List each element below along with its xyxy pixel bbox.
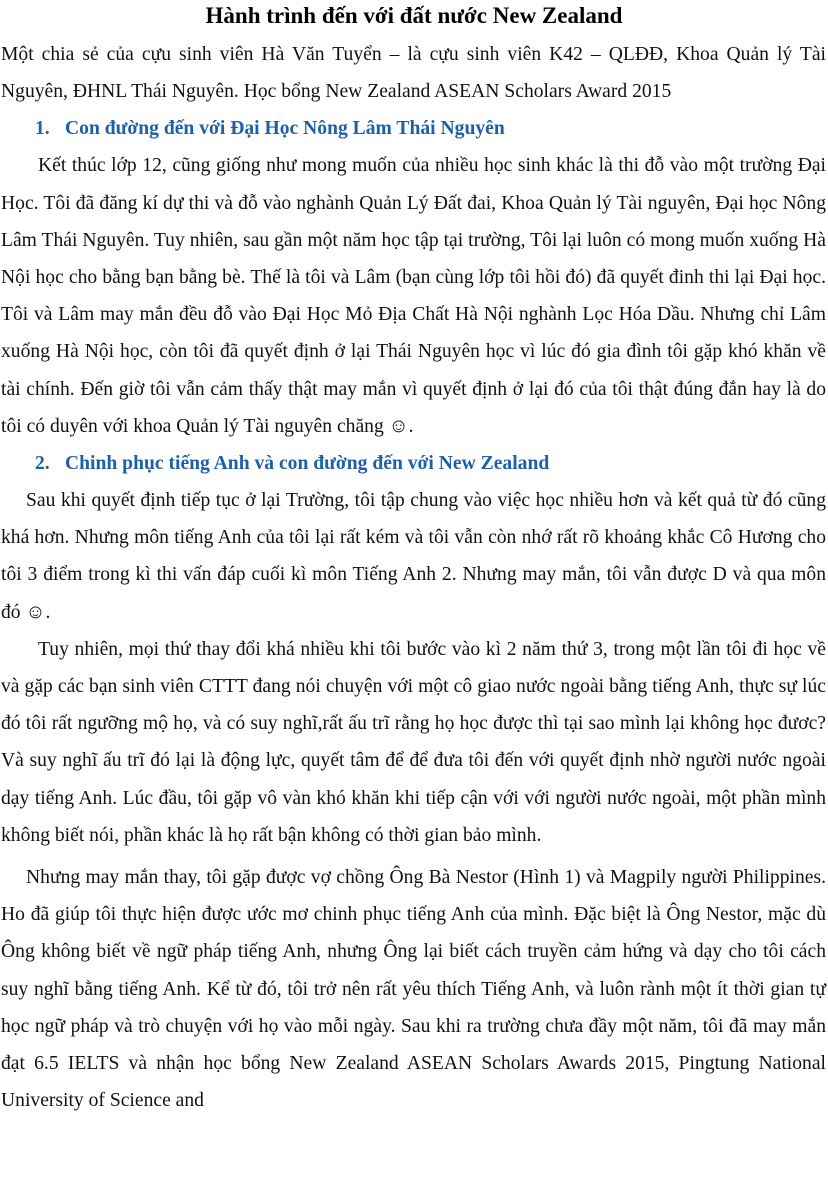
section-2-paragraph-1: Sau khi quyết định tiếp tục ở lại Trường, tôi tập chung vào việc học nhiều hơn và kết quả từ đó cũng khá hơn. Nhưng môn tiếng Anh của tôi lại rất kém và tôi vẫn còn nhớ rất rõ khoảng khắc Cô Hương cho tôi 3 điểm trong kì thi vấn đáp cuối kì môn Tiếng Anh 2. Nhưng may mắn, tôi vẫn được D và qua môn đó ☺. [1,490,826,623]
section-1-title: Con đường đến với Đại Học Nông Lâm Thái Nguyên [65,118,505,140]
section-1-heading [0,110,828,147]
section-2-heading [0,445,828,482]
section-2-number: 2. [35,453,50,475]
document-title: Hành trình đến với đất nước New Zealand [205,3,623,28]
section-1-number: 1. [35,118,50,140]
section-2-title: Chinh phục tiếng Anh và con đường đến với New Zealand [65,453,550,475]
section-1-paragraph-1: Kết thúc lớp 12, cũng giống như mong muốn của nhiều học sinh khác là thi đỗ vào một trường Đại Học. Tôi đã đăng kí dự thi và đỗ vào nghành Quản Lý Đất đai, Khoa Quản lý Tài nguyên, Đại học Nông Lâm Thái Nguyên. Tuy nhiên, sau gần một năm học tập tại trường, Tôi lại luôn có mong muốn xuống Hà Nội học cho bằng bạn bằng bè. Thế là tôi và Lâm (bạn cùng lớp tôi hồi đó) đã quyết đinh thi lại Đại học. Tôi và Lâm may mắn đều đỗ vào Đại Học Mỏ Địa Chất Hà Nội nghành Lọc Hóa Dầu. Nhưng chỉ Lâm xuống Hà Nội học, còn tôi đã quyết định ở lại Thái Nguyên học vì lúc đó gia đình tôi gặp khó khăn về tài chính. Đến giờ tôi vẫn cảm thấy thật may mắn vì quyết định ở lại đó của tôi thật đúng đắn hay là do tôi có duyên với khoa Quản lý Tài nguyên chăng ☺. [1,155,826,437]
intro-paragraph: Một chia sẻ của cựu sinh viên Hà Văn Tuyển – là cựu sinh viên K42 – QLĐĐ, Khoa Quản lý Tài Nguyên, ĐHNL Thái Nguyên. Học bổng New Zealand ASEAN Scholars Award 2015 [1,44,826,103]
section-2-paragraph-3: Nhưng may mắn thay, tôi gặp được vợ chồng Ông Bà Nestor (Hình 1) và Magpily người Philippines. Ho đã giúp tôi thực hiện được ước mơ chinh phục tiếng Anh của mình. Đặc biệt là Ông Nestor, mặc dù Ông không biết về ngữ pháp tiếng Anh, nhưng Ông lại biết cách truyền cảm hứng và dạy cho tôi cách suy nghĩ bằng tiếng Anh. Kể từ đó, tôi trở nên rất yêu thích Tiếng Anh, và luôn rành một ít thời gian tự học ngữ pháp và trò chuyện với họ vào mỗi ngày. Sau khi ra trường chưa đầy một năm, tôi đã may mắn đạt 6.5 IELTS và nhận học bổng New Zealand ASEAN Scholars Awards 2015, Pingtung National University of Science and [1,867,826,1112]
section-2-paragraph-2: Tuy nhiên, mọi thứ thay đổi khá nhiều khi tôi bước vào kì 2 năm thứ 3, trong một lần tôi đi học về và gặp các bạn sinh viên CTTT đang nói chuyện với một cô giao nước ngoài bằng tiếng Anh, thực sự lúc đó tôi rất ngưỡng mộ họ, và có suy nghĩ,rất ấu trĩ rằng họ học được thì tại sao mình lại không học đươc? Và suy nghĩ ấu trĩ đó lại là động lực, quyết tâm để để đưa tôi đến với quyết định nhờ người nước ngoài dạy tiếng Anh. Lúc đầu, tôi gặp vô vàn khó khăn khi tiếp cận với với người nước ngoài, một phần mình không biết nói, phần khác là họ rất bận không có thời gian bảo mình. [1,638,826,846]
